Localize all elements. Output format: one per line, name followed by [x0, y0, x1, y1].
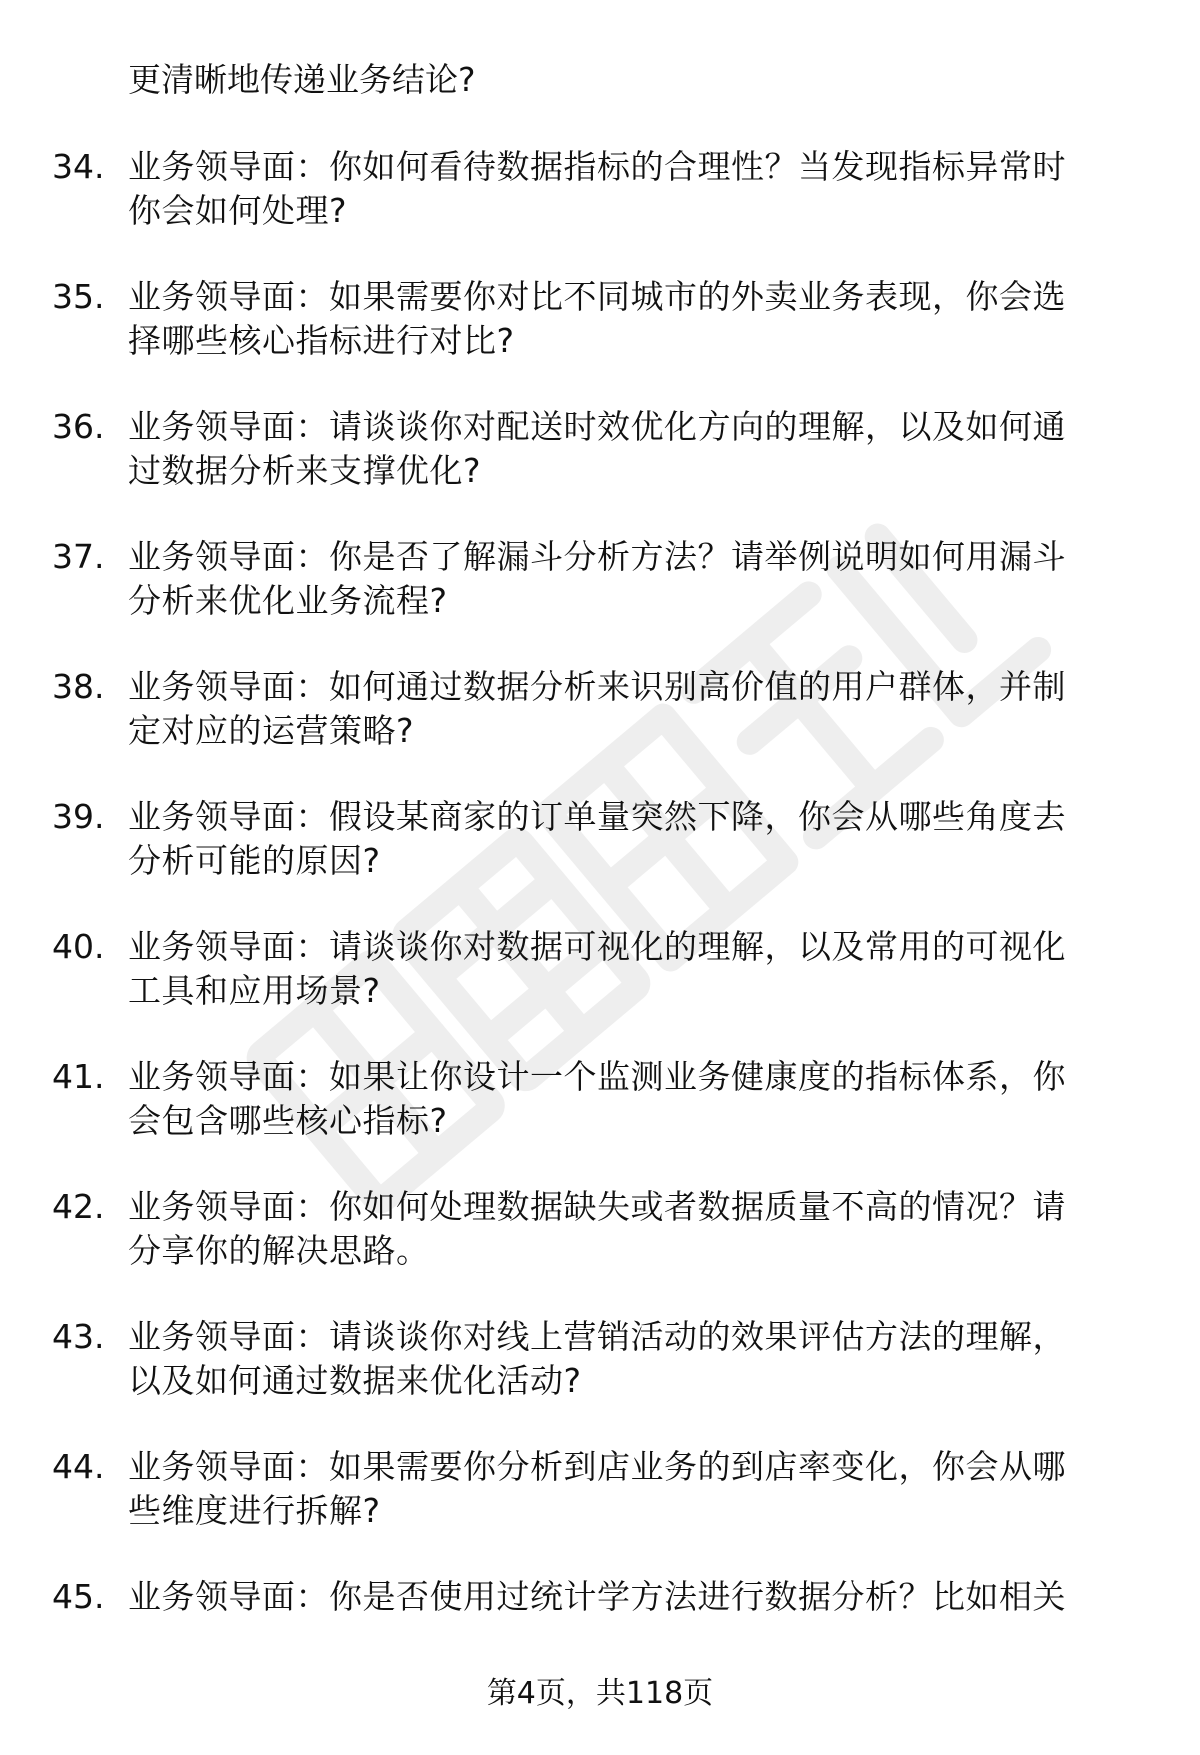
question-number: 38.: [52, 667, 105, 706]
list-item: [0, 795, 1200, 925]
question-number: 44.: [52, 1447, 105, 1486]
question-number: 35.: [52, 277, 105, 316]
question-number: 36.: [52, 407, 105, 446]
question-number: 34.: [52, 147, 105, 186]
question-line: 业务领导面：你是否了解漏斗分析方法？请举例说明如何用漏斗: [128, 537, 1066, 576]
question-line: 业务领导面：请谈谈你对数据可视化的理解，以及常用的可视化: [128, 927, 1066, 966]
question-text: [128, 665, 1138, 753]
question-number: 40.: [52, 927, 105, 966]
question-text: [128, 1575, 1138, 1619]
question-text: [128, 275, 1138, 363]
question-line: 分析可能的原因?: [128, 841, 381, 880]
question-line: 业务领导面：如果让你设计一个监测业务健康度的指标体系，你: [128, 1057, 1066, 1096]
question-line: 业务领导面：如何通过数据分析来识别高价值的用户群体，并制: [128, 667, 1066, 706]
question-line: 分享你的解决思路。: [128, 1231, 430, 1270]
question-number: 45.: [52, 1577, 105, 1616]
question-text: [128, 1445, 1138, 1533]
question-text: [128, 535, 1138, 623]
list-item: [0, 925, 1200, 1055]
list-item: [0, 405, 1200, 535]
question-list: [0, 145, 1200, 1705]
question-line: 过数据分析来支撑优化?: [128, 451, 482, 490]
question-line: 业务领导面：假设某商家的订单量突然下降，你会从哪些角度去: [128, 797, 1066, 836]
carry-over-line: 更清晰地传递业务结论?: [128, 60, 476, 99]
question-line: 业务领导面：你如何处理数据缺失或者数据质量不高的情况？请: [128, 1187, 1066, 1226]
question-text: [128, 1315, 1138, 1403]
question-line: 业务领导面：请谈谈你对配送时效优化方向的理解，以及如何通: [128, 407, 1066, 446]
question-text: [128, 925, 1138, 1013]
list-item: [0, 145, 1200, 275]
list-item: [0, 535, 1200, 665]
question-line: 分析来优化业务流程?: [128, 581, 448, 620]
question-number: 43.: [52, 1317, 105, 1356]
list-item: [0, 1055, 1200, 1185]
list-item: [0, 1185, 1200, 1315]
question-number: 37.: [52, 537, 105, 576]
question-text: [128, 1055, 1138, 1143]
list-item: [0, 1445, 1200, 1575]
question-line: 业务领导面：如果需要你分析到店业务的到店率变化，你会从哪: [128, 1447, 1066, 1486]
question-line: 业务领导面：请谈谈你对线上营销活动的效果评估方法的理解，: [128, 1317, 1066, 1356]
question-number: 41.: [52, 1057, 105, 1096]
question-text: [128, 795, 1138, 883]
question-number: 42.: [52, 1187, 105, 1226]
page-footer: 第4页，共118页: [486, 1676, 714, 1711]
question-line: 业务领导面：如果需要你对比不同城市的外卖业务表现，你会选: [128, 277, 1066, 316]
question-line: 工具和应用场景?: [128, 971, 381, 1010]
question-line: 择哪些核心指标进行对比?: [128, 321, 515, 360]
question-line: 些维度进行拆解?: [128, 1491, 381, 1530]
question-line: 会包含哪些核心指标?: [128, 1101, 448, 1140]
question-line: 业务领导面：你如何看待数据指标的合理性？当发现指标异常时: [128, 147, 1066, 186]
question-text: [128, 405, 1138, 493]
list-item: [0, 1315, 1200, 1445]
question-line: 你会如何处理?: [128, 191, 348, 230]
question-line: 以及如何通过数据来优化活动?: [128, 1361, 582, 1400]
question-number: 39.: [52, 797, 105, 836]
question-line: 业务领导面：你是否使用过统计学方法进行数据分析？比如相关: [128, 1577, 1066, 1616]
question-text: [128, 1185, 1138, 1273]
list-item: [0, 665, 1200, 795]
question-text: [128, 145, 1138, 233]
question-line: 定对应的运营策略?: [128, 711, 415, 750]
list-item: [0, 275, 1200, 405]
